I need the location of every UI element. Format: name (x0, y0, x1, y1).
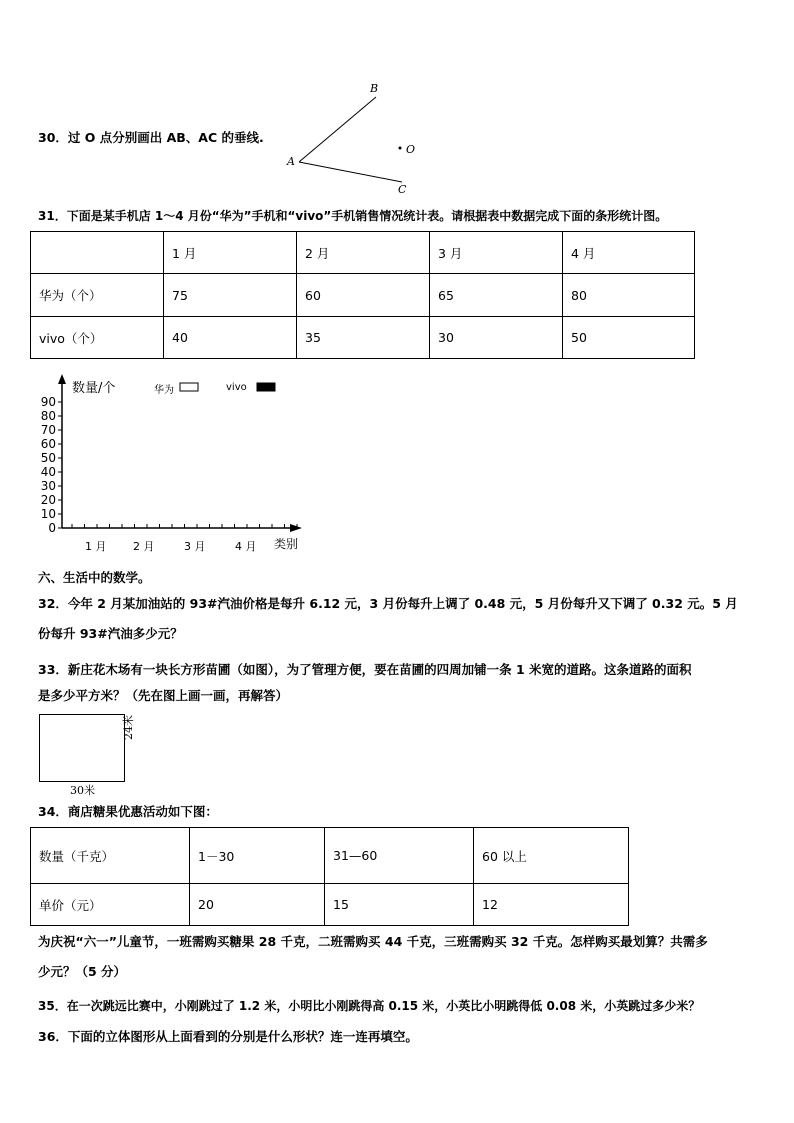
table-cell: 3 月 (430, 232, 563, 274)
table-cell: 40 (164, 317, 297, 359)
y-tick-label: 80 (40, 409, 56, 423)
question-36: 36．下面的立体图形从上面看到的分别是什么形状？连一连再填空。 (38, 1029, 418, 1044)
question-33-line1: 33．新庄花木场有一块长方形苗圃（如图），为了管理方便，要在苗圃的四周加铺一条 1 米宽的道路。这条道路的面积 (38, 662, 692, 677)
table-row (31, 317, 695, 359)
y-axis-arrow (58, 374, 66, 384)
table-cell: 1－30 (190, 828, 325, 884)
chart-xlabel: 类别 (274, 537, 299, 551)
point-label-o: O (406, 143, 416, 156)
table-cell (31, 232, 164, 274)
table-cell: 50 (563, 317, 695, 359)
ray-ab (299, 97, 376, 162)
y-tick-label: 60 (40, 437, 56, 451)
chart-ylabel: 数量/个 (72, 381, 116, 396)
point-o (399, 147, 402, 150)
question-32-line1: 32．今年 2 月某加油站的 93#汽油价格是每升 6.12 元，3 月份每升上调了 0.48 元，5 月份每升又下调了 0.32 元。5 月 (38, 596, 738, 611)
x-tick-label: 4 月 (235, 540, 257, 553)
table-cell: 华为（个） (31, 274, 164, 317)
question-34-line2: 少元？（5 分） (38, 964, 127, 979)
legend-huawei-label: 华为 (154, 385, 174, 396)
y-tick-label: 70 (40, 423, 56, 437)
table-cell: 数量（千克） (31, 828, 190, 884)
table-cell: 60 以上 (474, 828, 629, 884)
x-tick-label: 1 月 (85, 540, 107, 553)
table-cell: 31—60 (325, 828, 474, 884)
ray-ac (299, 162, 402, 182)
y-tick-label: 50 (40, 451, 56, 465)
y-tick-label: 0 (48, 521, 56, 535)
table-cell: vivo（个） (31, 317, 164, 359)
question-31: 31．下面是某手机店 1～4 月份“华为”手机和“vivo”手机销售情况统计表。请根据表中数据完成下面的条形统计图。 (38, 209, 668, 223)
legend-huawei-swatch (180, 383, 198, 391)
point-label-a: A (287, 155, 295, 168)
legend-vivo-swatch (257, 383, 275, 391)
table-row (31, 884, 629, 926)
table-cell: 80 (563, 274, 695, 317)
y-tick-label: 20 (40, 493, 56, 507)
question-30: 30．过 O 点分别画出 AB、AC 的垂线. (38, 130, 264, 145)
table-cell: 30 (430, 317, 563, 359)
nursery-rectangle (39, 714, 125, 782)
table-cell: 60 (297, 274, 430, 317)
sales-table (30, 231, 695, 359)
table-row (31, 274, 695, 317)
table-cell: 2 月 (297, 232, 430, 274)
x-tick-label: 3 月 (184, 540, 206, 553)
angle-figure (280, 80, 430, 200)
table-cell: 35 (297, 317, 430, 359)
nursery-width-label: 30米 (70, 784, 95, 797)
y-tick-label: 40 (40, 465, 56, 479)
y-tick-label: 10 (40, 507, 56, 521)
legend-vivo-label: vivo (226, 382, 247, 393)
table-cell: 20 (190, 884, 325, 926)
y-tick-label: 90 (40, 395, 56, 409)
question-32-line2: 份每升 93#汽油多少元？ (38, 626, 183, 641)
x-axis-arrow (290, 524, 302, 532)
table-cell: 单价（元） (31, 884, 190, 926)
question-35: 35．在一次跳远比赛中，小刚跳过了 1.2 米，小明比小刚跳得高 0.15 米，小英比小明跳得低 0.08 米，小英跳过多少米？ (38, 999, 701, 1013)
question-34: 34．商店糖果优惠活动如下图： (38, 804, 218, 819)
table-cell: 1 月 (164, 232, 297, 274)
table-row (31, 232, 695, 274)
section-heading-6: 六、生活中的数学。 (38, 570, 151, 585)
table-row (31, 828, 629, 884)
table-cell: 65 (430, 274, 563, 317)
point-label-c: C (398, 183, 407, 196)
table-cell: 12 (474, 884, 629, 926)
blank-bar-chart (30, 372, 320, 554)
candy-price-table (30, 827, 629, 926)
point-label-b: B (370, 82, 379, 95)
table-cell: 15 (325, 884, 474, 926)
question-34-line1: 为庆祝“六一”儿童节，一班需购买糖果 28 千克，二班需购买 44 千克，三班需购买 32 千克。怎样购买最划算？共需多 (38, 934, 708, 949)
y-tick-label: 30 (40, 479, 56, 493)
table-cell: 4 月 (563, 232, 695, 274)
x-tick-label: 2 月 (133, 540, 155, 553)
question-33-line2: 是多少平方米？（先在图上画一画，再解答） (38, 688, 289, 703)
nursery-height-label: 24米 (122, 715, 135, 740)
table-cell: 75 (164, 274, 297, 317)
